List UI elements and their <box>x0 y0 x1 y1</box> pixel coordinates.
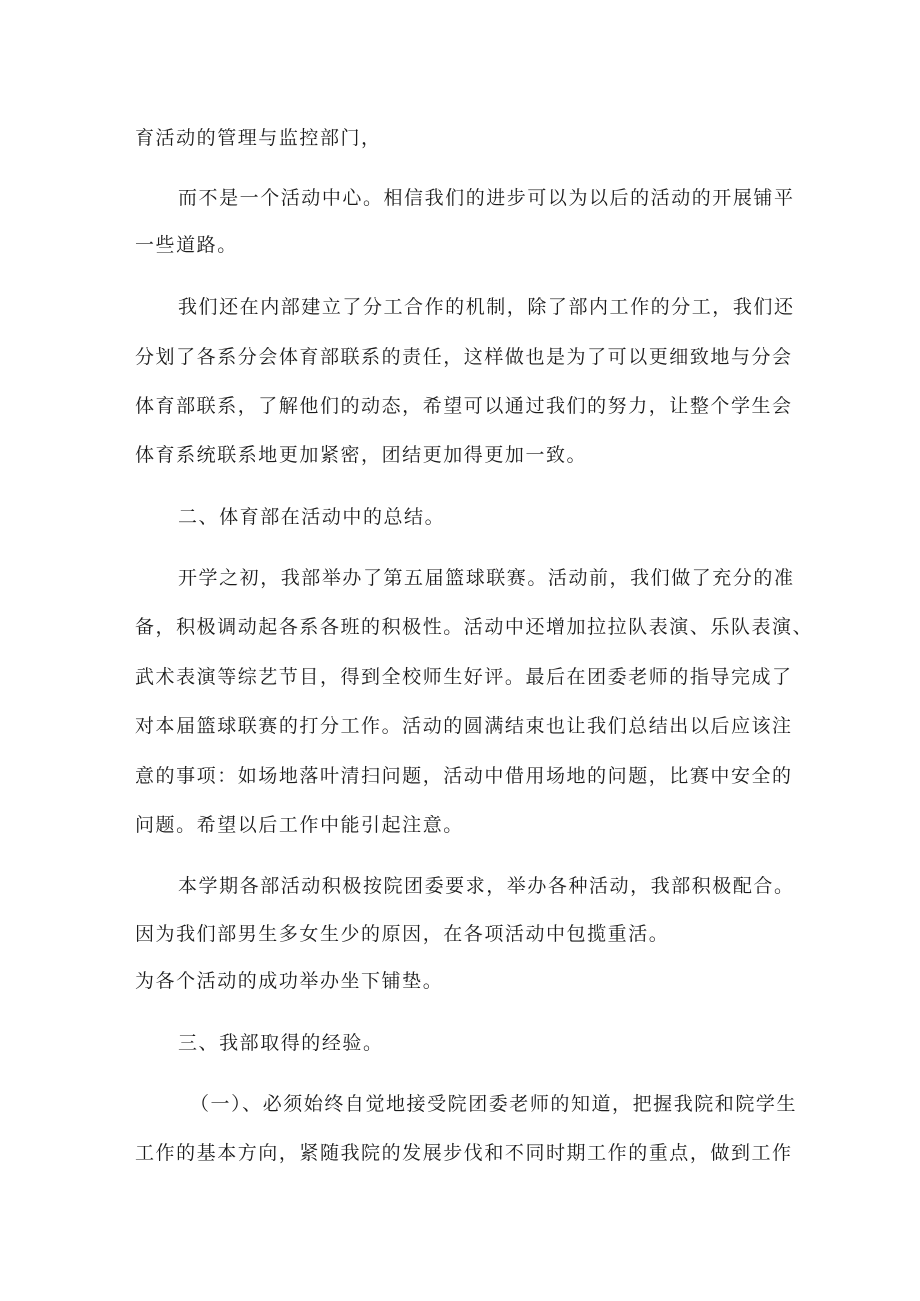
text-line: 体育部联系，了解他们的动态，希望可以通过我们的努力，让整个学生会 <box>135 395 793 417</box>
text-line: 对本届篮球联赛的打分工作。活动的圆满结束也让我们总结出以后应该注 <box>135 715 793 737</box>
text-line: 开学之初，我部举办了第五届篮球联赛。活动前，我们做了充分的准 <box>178 567 795 589</box>
text-line: 一些道路。 <box>135 234 238 256</box>
text-line: 体育系统联系地更加紧密，团结更加得更加一致。 <box>135 444 588 466</box>
text-line: 问题。希望以后工作中能引起注意。 <box>135 814 464 836</box>
text-line: 育活动的管理与监控部门， <box>135 127 382 149</box>
text-line: 本学期各部活动积极按院团委要求，举办各种活动，我部积极配合。 <box>178 875 795 897</box>
text-line: 因为我们部男生多女生少的原因，在各项活动中包揽重活。 <box>135 923 670 945</box>
text-line: 备，积极调动起各系各班的积极性。活动中还增加拉拉队表演、乐队表演、 <box>135 616 814 638</box>
text-line: 而不是一个活动中心。相信我们的进步可以为以后的活动的开展铺平 <box>178 187 795 209</box>
text-line: 我们还在内部建立了分工合作的机制，除了部内工作的分工，我们还 <box>178 296 795 318</box>
text-line: 武术表演等综艺节目，得到全校师生好评。最后在团委老师的指导完成了 <box>135 666 793 688</box>
text-line: 意的事项：如场地落叶清扫问题，活动中借用场地的问题，比赛中安全的 <box>135 765 793 787</box>
text-line: 为各个活动的成功举办坐下铺垫。 <box>135 970 444 992</box>
text-line: （一）、必须始终自觉地接受院团委老师的知道，把握我院和院学生 <box>190 1093 798 1115</box>
section-heading: 二、体育部在活动中的总结。 <box>178 506 446 528</box>
text-line: 工作的基本方向，紧随我院的发展步伐和不同时期工作的重点，做到工作 <box>135 1142 793 1164</box>
section-heading: 三、我部取得的经验。 <box>178 1032 384 1054</box>
text-line: 分划了各系分会体育部联系的责任，这样做也是为了可以更细致地与分会 <box>135 346 793 368</box>
